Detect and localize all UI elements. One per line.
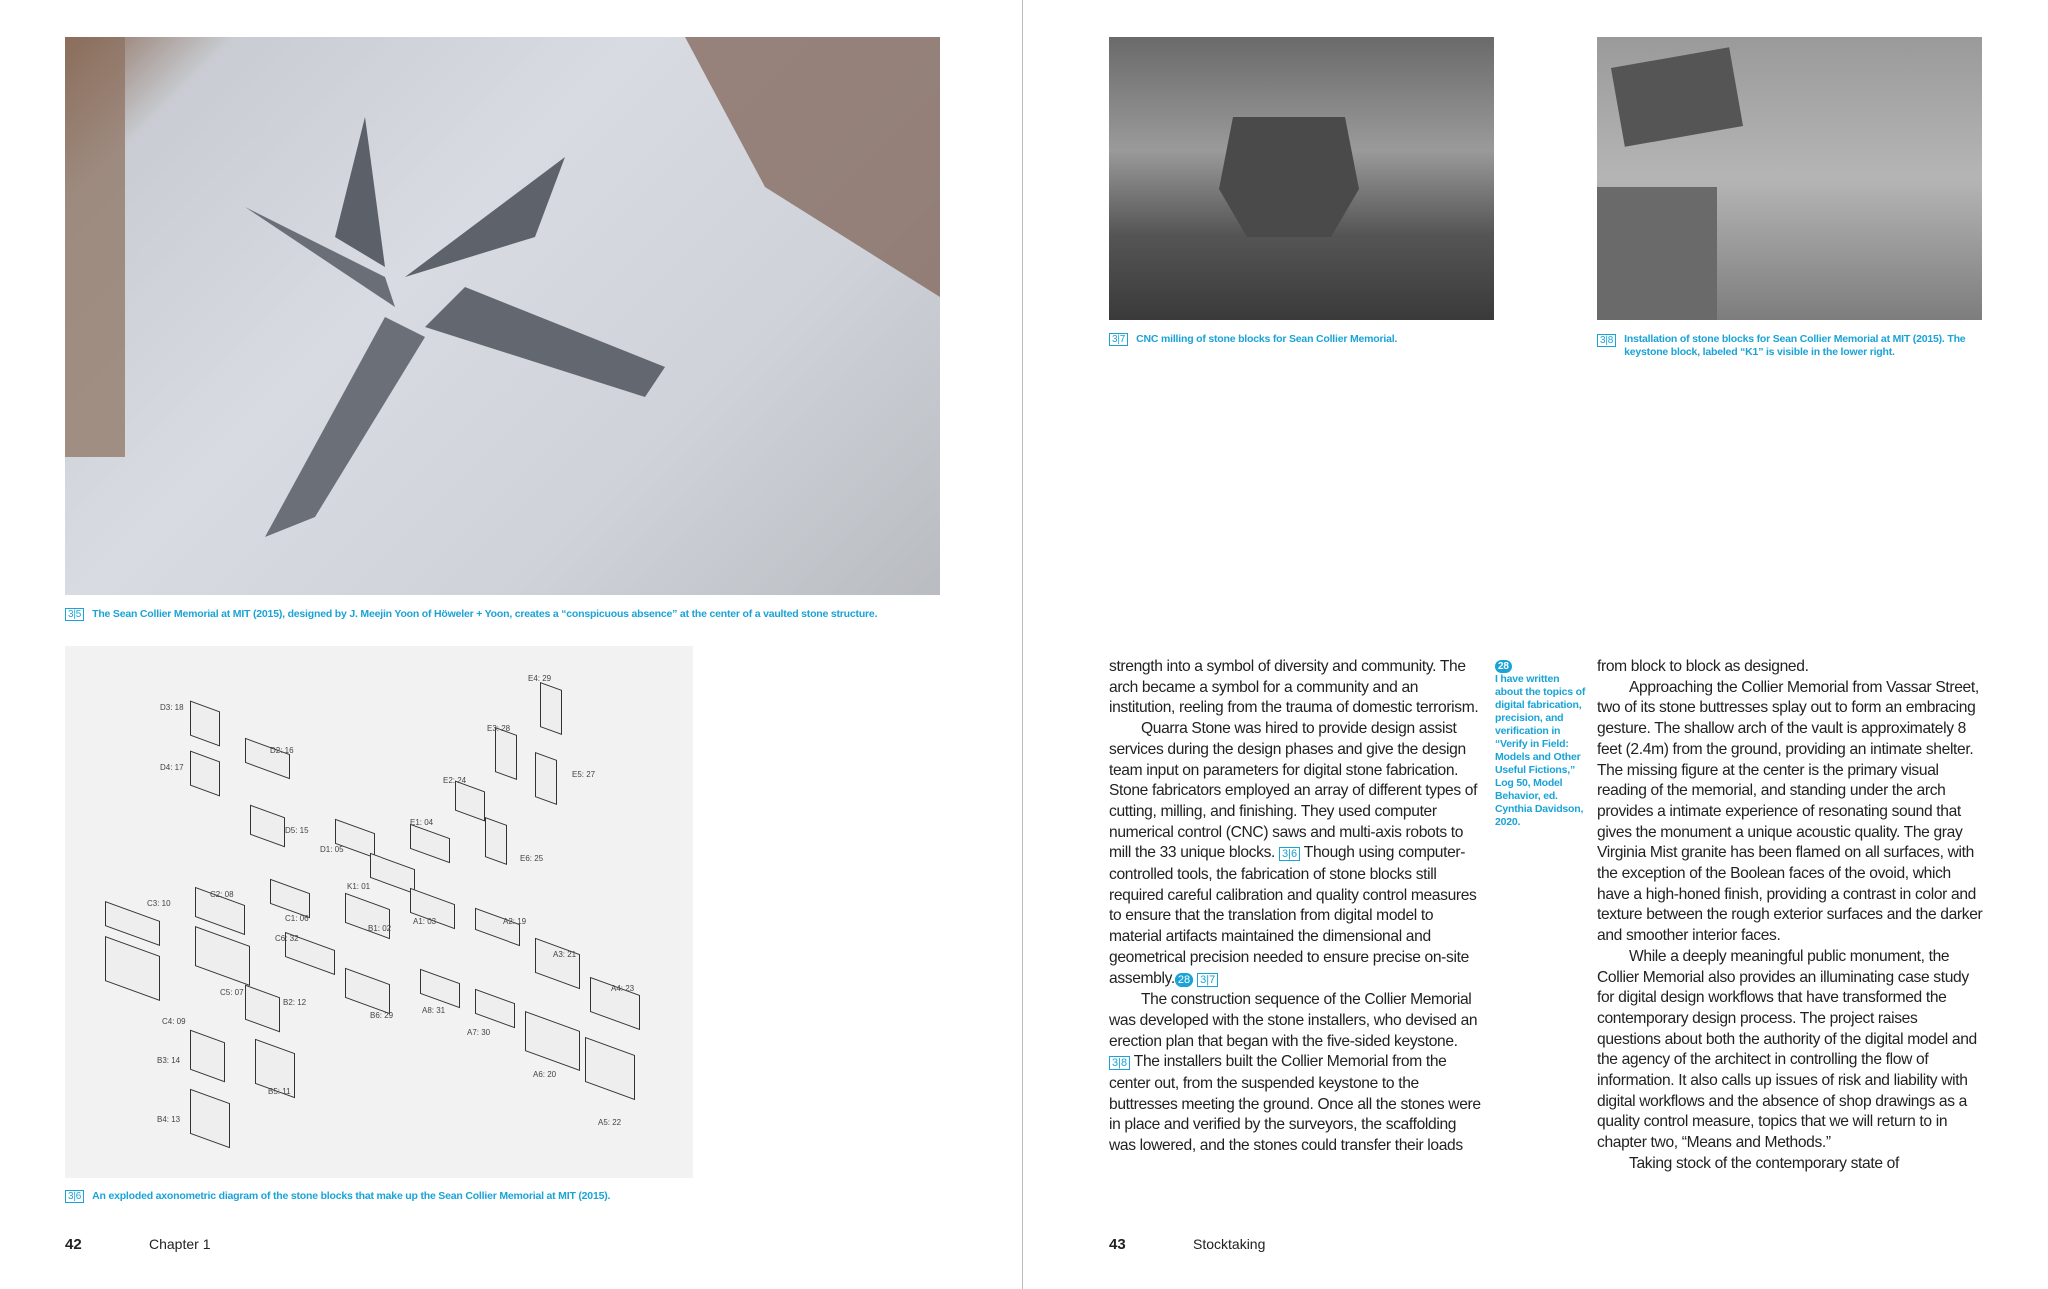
diagram-label: E6: 25	[520, 854, 544, 863]
figure-ref-38[interactable]: 3|8	[1109, 1056, 1130, 1070]
diagram-label: E4: 29	[528, 674, 552, 683]
axonometric-diagram	[65, 646, 693, 1178]
running-head: Stocktaking	[1193, 1236, 1266, 1252]
diagram-label: A6: 20	[533, 1070, 557, 1079]
diagram-label: C1: 06	[285, 914, 309, 923]
note-ref-28[interactable]: 28	[1175, 973, 1193, 987]
diagram-label: D2: 16	[270, 746, 294, 755]
aerial-photo-memorial	[65, 37, 940, 595]
diagram-label: C4: 09	[162, 1017, 186, 1026]
diagram-label: D4: 17	[160, 763, 184, 772]
diagram-label: D1: 05	[320, 845, 344, 854]
diagram-label: E5: 27	[572, 770, 596, 779]
diagram-label: B5: 11	[268, 1087, 291, 1096]
figure-35-caption: 3|5 The Sean Collier Memorial at MIT (2015), designed by J. Meejin Yoon of Höweler + Yoon, creates a “conspicuous absence” at the center of a vaulted stone structure.	[65, 608, 965, 621]
figure-36-caption: 3|6 An exploded axonometric diagram of the stone blocks that make up the Sean Collier Memorial at MIT (2015).	[65, 1190, 965, 1203]
figure-38-caption: 3|8 Installation of stone blocks for Sean Collier Memorial at MIT (2015). The keystone block, labeled “K1” is visible in the lower right.	[1597, 333, 1982, 359]
cnc-milling-photo	[1109, 37, 1494, 320]
diagram-label: A3: 21	[553, 950, 577, 959]
figure-ref-37[interactable]: 3|7	[1197, 973, 1218, 987]
body-column-1: strength into a symbol of diversity and community. The arch became a symbol for a community and an institution, reeling from the trauma of domestic terrorism. Quarra Stone was hired to provide design assist services during the design phases and give the design team input on parameters for digital stone fabrication. Stone fabricators employed an array of different types of cutting, milling, and finishing. They used computer numerical control (CNC) saws and multi-axis robots to mill the 33 unique blocks. 3|6 Though using computer-controlled tools, the fabrication of stone blocks still required careful calibration and quality control measures to ensure that the translation from digital model to material artifacts maintained the dimensional and geometrical precision needed to ensure precise on-site assembly. 28 3|7 The construction sequence of the Collier Memorial was developed with the stone installers, who devised an erection plan that began with the five-sided keystone. 3|8 The installers built the Collier Memorial from the center out, from the suspended keystone to the buttresses meeting the ground. Once all the stones were in place and verified by the surveyors, the scaffolding was lowered, and the stones could transfer their loads	[1109, 658, 1481, 1155]
page-number: 43	[1109, 1236, 1126, 1253]
diagram-label: A4: 23	[611, 984, 635, 993]
figure-ref-36[interactable]: 3|6	[1279, 847, 1300, 861]
diagram-label: A8: 31	[422, 1006, 446, 1015]
diagram-label: C5: 07	[220, 988, 244, 997]
diagram-label: B1: 02	[368, 924, 392, 933]
diagram-label: B4: 13	[157, 1115, 181, 1124]
diagram-label: E3: 28	[487, 724, 511, 733]
diagram-label: C3: 10	[147, 899, 171, 908]
diagram-label: C2: 08	[210, 890, 234, 899]
sidenote-marker: 28	[1495, 660, 1512, 673]
memorial-illustration	[65, 37, 940, 595]
figure-37-caption: 3|7 CNC milling of stone blocks for Sean Collier Memorial.	[1109, 333, 1494, 346]
diagram-label: A1: 03	[413, 917, 437, 926]
sidenote-28: 28 I have written about the topics of digital fabrication, precision, and verification in “Verify in Field: Models and Other Useful Fictions,” Log 50, Model Behavior, ed. Cynthia Davidson, 2020.	[1495, 661, 1586, 828]
left-page	[0, 0, 1023, 1289]
diagram-label: D3: 18	[160, 703, 184, 712]
diagram-label: B3: 14	[157, 1056, 181, 1065]
running-head: Chapter 1	[149, 1236, 211, 1252]
diagram-label: E1: 04	[410, 818, 434, 827]
diagram-label: A7: 30	[467, 1028, 491, 1037]
diagram-label: D5: 15	[285, 826, 309, 835]
diagram-label: B2: 12	[283, 998, 307, 1007]
diagram-label: C6: 32	[275, 934, 299, 943]
diagram-label: E2: 24	[443, 776, 467, 785]
diagram-label: A5: 22	[598, 1118, 622, 1127]
left-folio	[65, 1236, 210, 1253]
right-folio	[1109, 1236, 1265, 1253]
diagram-label: B6: 29	[370, 1011, 394, 1020]
body-column-2: from block to block as designed. Approaching the Collier Memorial from Vassar Street, two of its stone buttresses splay out to form an embracing gesture. The shallow arch of the vault is approximately 8 feet (2.4m) from the ground, providing an intimate shelter. The missing figure at the center is the primary visual reading of the memorial, and standing under the arch provides a intimate experience of resonating sound that gives the monument a unique acoustic quality. The gray Virginia Mist granite has been flamed on all surfaces, with the exception of the Boolean faces of the ovoid, which have a high-honed finish, providing a contrast in color and texture between the rough exterior surfaces and the darker and smoother interior faces. While a deeply meaningful public monument, the Collier Memorial also provides an illuminating case study for digital design workflows that have transformed the contemporary design process. The project raises questions about both the authority of the digital model and the agency of the architect in controlling the flow of information. It also calls up issues of risk and liability with digital workflows and the absence of shop drawings as a quality control measure, topics that we will return to in chapter two, “Means and Methods.” Taking stock of the contemporary state of	[1597, 658, 1983, 1172]
page-number: 42	[65, 1236, 82, 1253]
diagram-label: A2: 19	[503, 917, 527, 926]
diagram-label: K1: 01	[347, 882, 371, 891]
installation-photo	[1597, 37, 1982, 320]
